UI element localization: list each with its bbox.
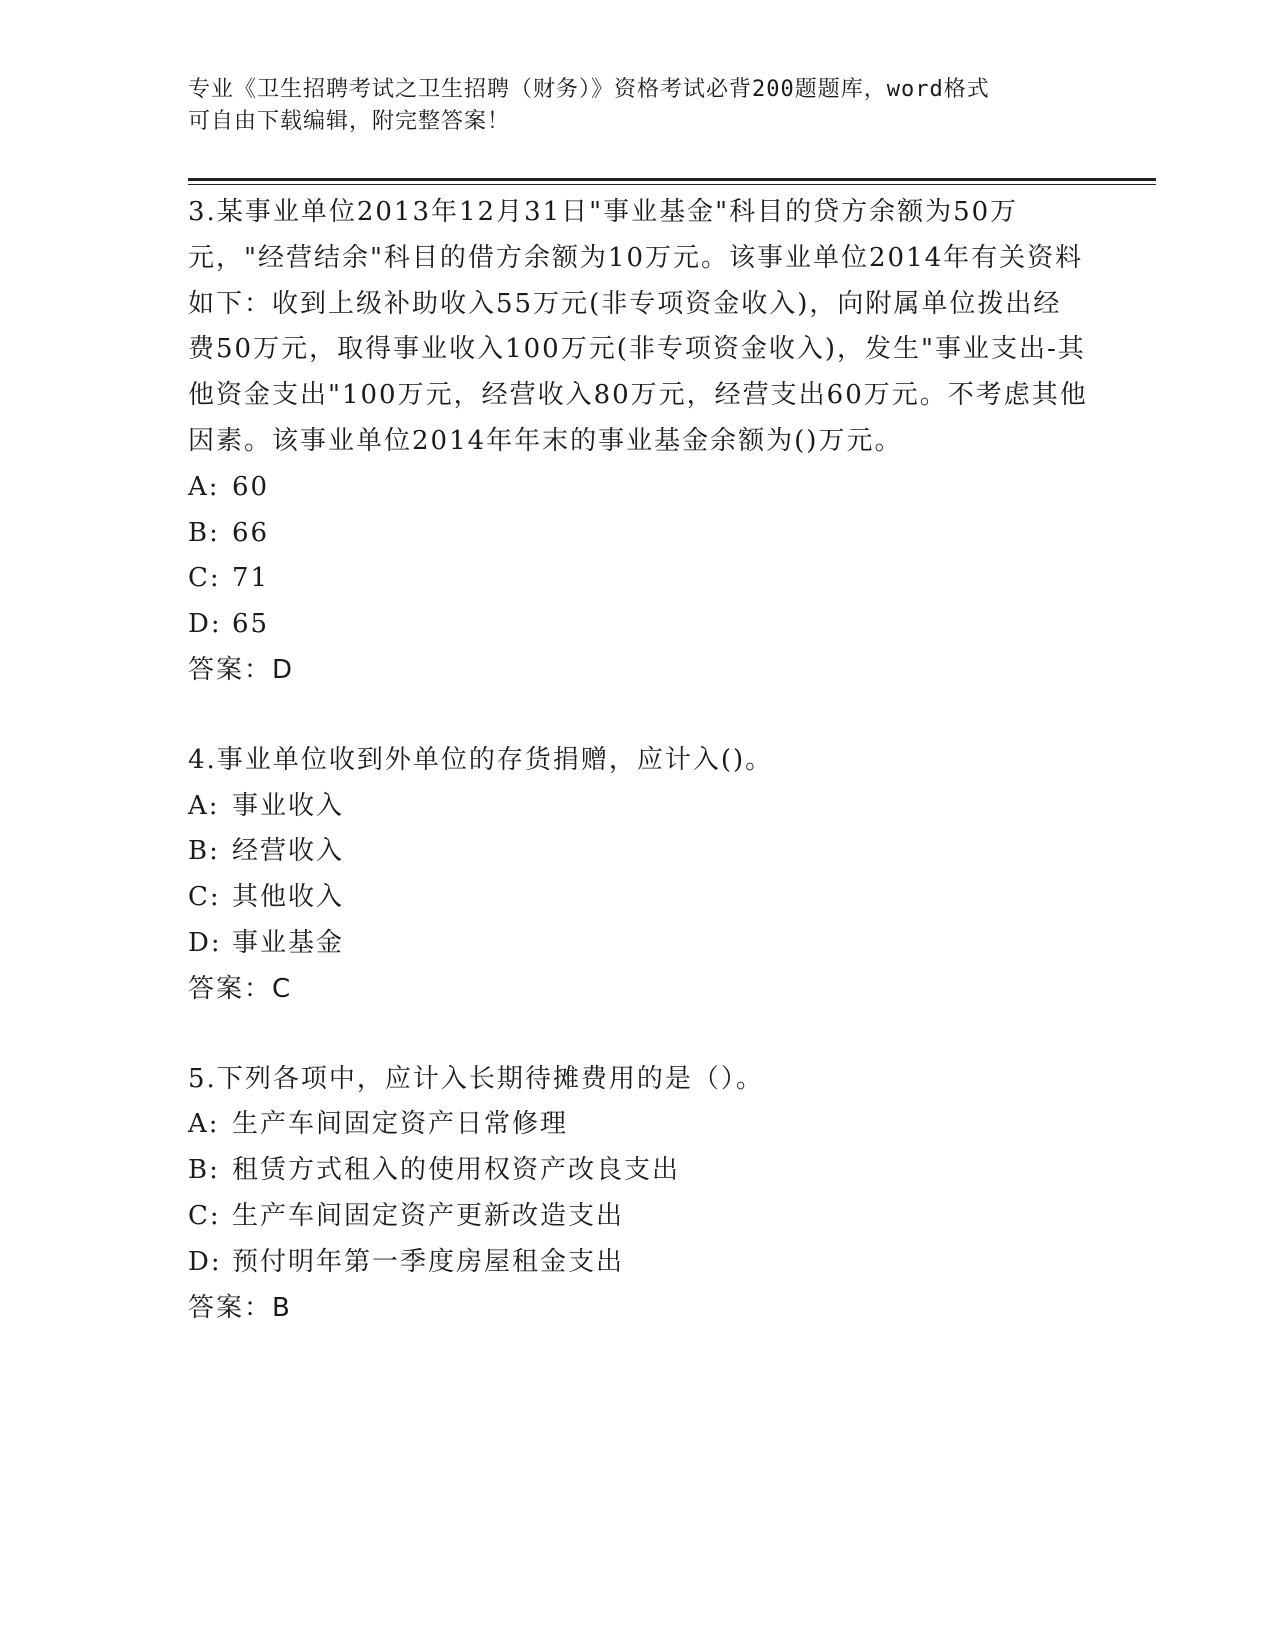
option-a [188,784,1088,830]
question-number: 5. [188,1063,217,1094]
question-4 [188,738,1088,1013]
option-b [188,1148,1088,1194]
option-letter: B: [188,517,220,548]
option-letter: D: [188,927,222,958]
option-text: 预付明年第一季度房屋租金支出 [232,1246,625,1277]
question-3 [188,190,1088,694]
option-c [188,875,1088,921]
question-body: 事业单位收到外单位的存货捐赠，应计入()。 [216,744,774,775]
document-header [188,74,1068,138]
option-text: 生产车间固定资产日常修理 [232,1109,569,1140]
option-letter: B: [188,836,220,867]
question-text [188,1057,1088,1103]
answer-line: 答案：B [188,1292,292,1323]
option-c [188,1194,1088,1240]
option-text: 经营收入 [232,836,345,867]
option-text: 66 [232,517,270,548]
option-c [188,556,1088,602]
option-a [188,465,1088,511]
option-d [188,602,1088,648]
option-letter: B: [188,1155,220,1186]
option-letter: A: [188,1109,220,1140]
option-letter: C: [188,563,221,594]
option-d [188,1240,1088,1286]
header-line-1: 专业《卫生招聘考试之卫生招聘（财务）》资格考试必背200题题库，word格式 [188,77,990,102]
option-a [188,1102,1088,1148]
option-letter: A: [188,471,220,502]
option-d [188,921,1088,967]
question-number: 4. [188,744,217,775]
option-text: 71 [232,563,270,594]
question-text [188,190,1088,465]
question-5 [188,1057,1088,1332]
option-text: 事业基金 [232,927,345,958]
question-body: 下列各项中，应计入长期待摊费用的是（）。 [216,1063,764,1094]
header-rule-thin [188,184,1156,185]
option-text: 60 [232,471,270,502]
option-b [188,511,1088,557]
answer-line: 答案：C [188,973,293,1004]
question-body: 某事业单位2013年12月31日"事业基金"科目的贷方余额为50万元，"经营结余"科目的借方余额为10万元。该事业单位2014年有关资料如下：收到上级补助收入55万元(非专项资金收入)，向附属单位拨出经费50万元，取得事业收入100万元(非专项资金收入)，发生"事业支出-其他资金支出"100万元，经营收入80万元，经营支出60万元。不考虑其他因素。该事业单位2014年年末的事业基金余额为()万元。 [188,197,1088,456]
option-text: 生产车间固定资产更新改造支出 [232,1200,625,1231]
header-rule-thick [188,178,1156,181]
option-text: 事业收入 [232,790,345,821]
option-letter: D: [188,1246,222,1277]
option-b [188,829,1088,875]
option-text: 其他收入 [232,882,345,913]
header-line-2: 可自由下载编辑，附完整答案！ [188,109,511,134]
question-text [188,738,1088,784]
answer-line: 答案：D [188,654,295,685]
question-number: 3. [188,197,217,227]
option-text: 租赁方式租入的使用权资产改良支出 [232,1155,681,1186]
option-letter: C: [188,1200,221,1231]
option-text: 65 [232,609,270,640]
question-list [188,190,1088,1375]
option-letter: D: [188,609,222,640]
option-letter: C: [188,882,221,913]
option-letter: A: [188,790,220,821]
